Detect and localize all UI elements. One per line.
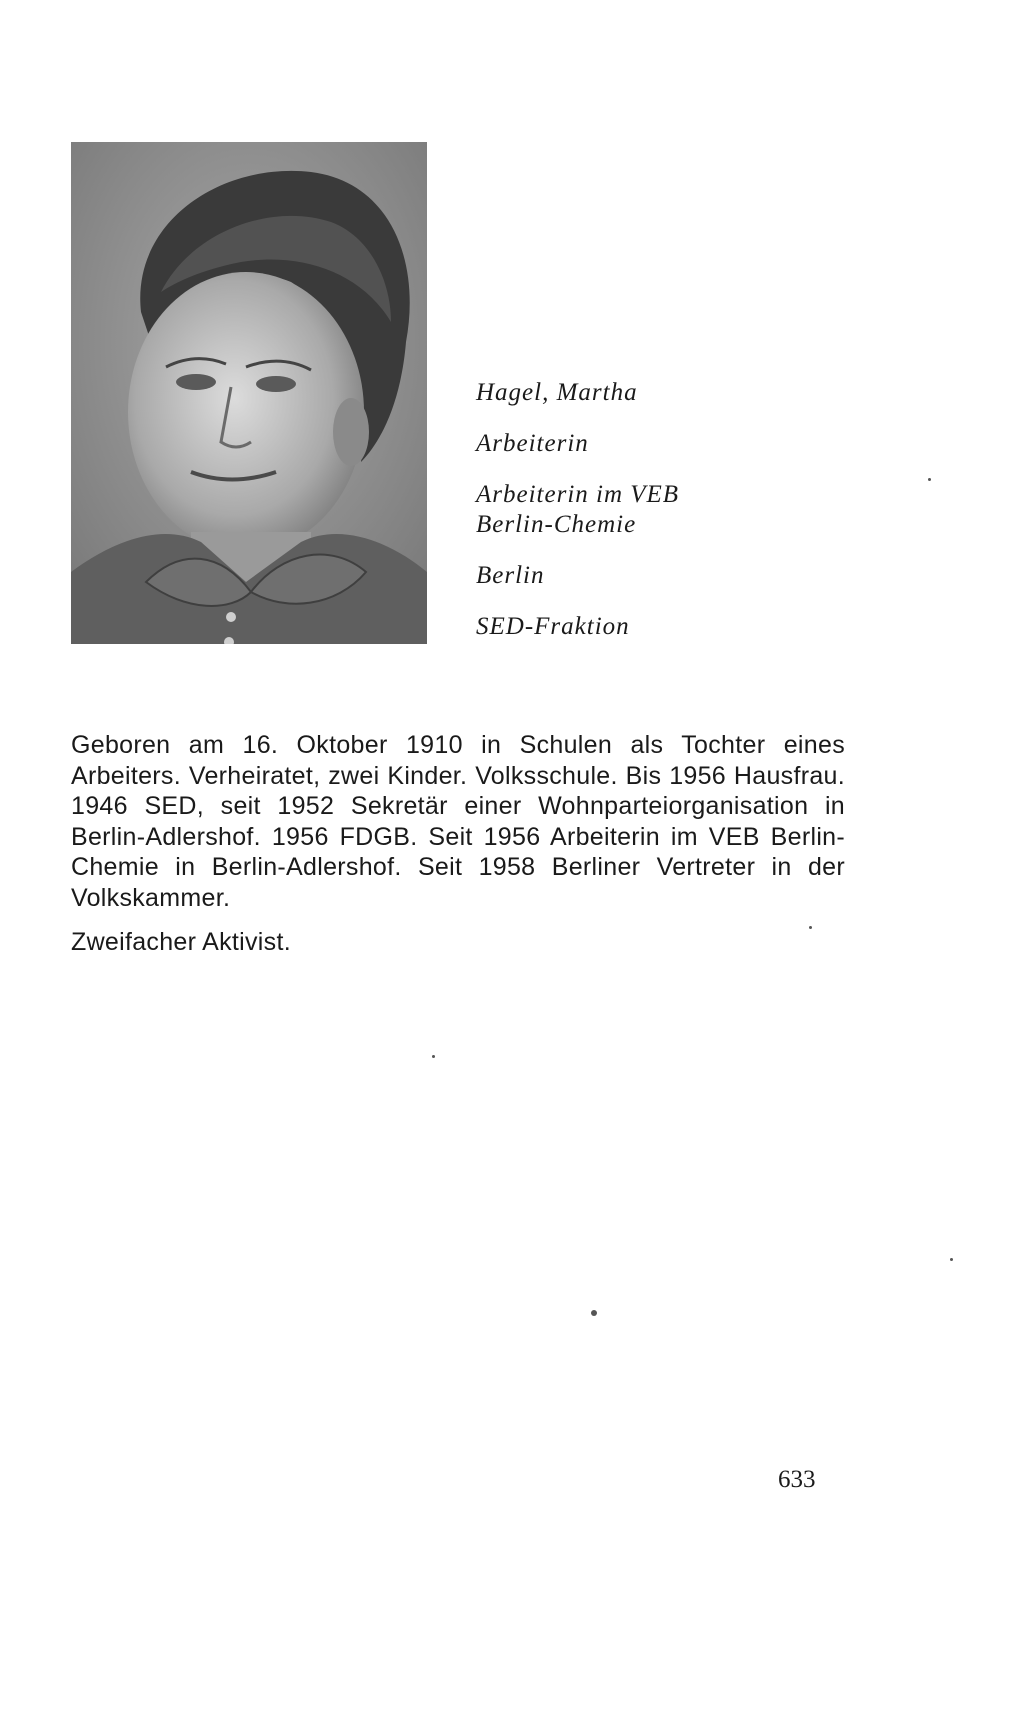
scan-speck bbox=[591, 1310, 597, 1316]
biography-paragraph: Geboren am 16. Oktober 1910 in Schulen als Tochter eines Arbeiters. Verheiratet, zwei Kinder. Volksschule. Bis 1956 Hausfrau. 1946 SED, seit 1952 Sekretär einer Wohnparteiorganisation in Berlin-Adlershof. 1956 FDGB. Seit 1956 Arbeiterin im VEB Berlin-Chemie in Berlin-Adlershof. Seit 1958 Berliner Vertreter in der Volkskammer. bbox=[71, 731, 845, 912]
member-workplace: Arbeiterin im VEB Berlin-Chemie bbox=[476, 481, 680, 538]
biography-award: Zweifacher Aktivist. bbox=[71, 928, 291, 956]
scan-speck bbox=[950, 1258, 953, 1261]
member-occupation: Arbeiterin bbox=[476, 430, 589, 457]
scan-speck bbox=[928, 478, 931, 481]
portrait-photo bbox=[71, 142, 427, 644]
member-constituency: Berlin bbox=[476, 562, 545, 589]
scan-speck bbox=[809, 926, 812, 929]
page-number: 633 bbox=[778, 1466, 816, 1493]
member-faction: SED-Fraktion bbox=[476, 613, 630, 640]
member-name: Hagel, Martha bbox=[476, 379, 638, 406]
profile-block bbox=[476, 378, 806, 663]
biography-text bbox=[71, 730, 845, 972]
scan-speck bbox=[432, 1055, 435, 1058]
portrait-image bbox=[71, 142, 427, 644]
